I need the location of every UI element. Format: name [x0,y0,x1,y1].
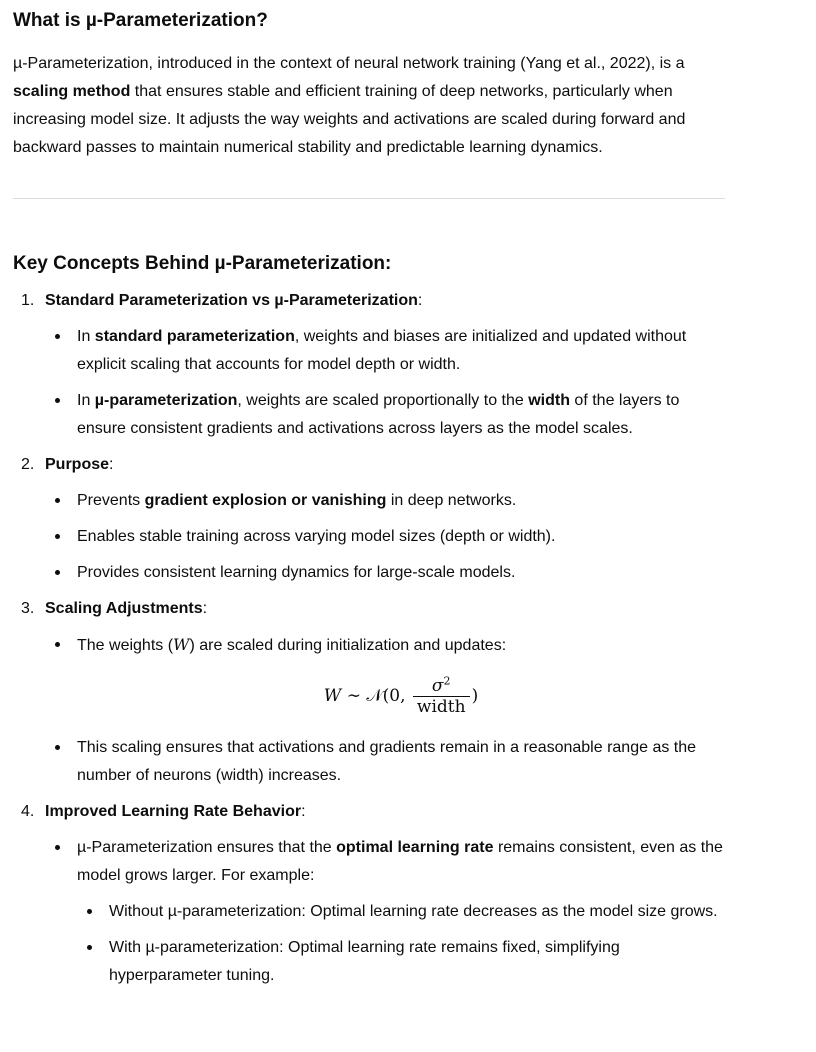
list-item: Without µ-parameterization: Optimal learning rate decreases as the model size grows. [77,898,725,926]
item-heading: Standard Parameterization vs µ-Parameterization [45,292,418,309]
bullet-list [45,487,725,587]
bullet-list [45,631,725,790]
list-item: In µ-parameterization, weights are scaled proportionally to the width of the layers to ensure consistent gradients and activations across layers as the model scales. [45,387,725,443]
bullet-icon [87,945,92,950]
concepts-list [13,287,725,990]
bullet-icon [87,909,92,914]
concept-item-1: 1. Standard Parameterization vs µ-Parameterization: In standard parameterization, weights and biases are initialized and updated without explicit scaling that accounts for model depth or width. In µ-parameterization, weights are scaled proportionally to the width of the layers to ensure consistent gradients and activations across layers as the model scales. [13,287,725,443]
bullet-icon [55,642,60,647]
intro-paragraph: µ-Parameterization, introduced in the context of neural network training (Yang et al., 2022), is a scaling method that ensures stable and efficient training of deep networks, particularly when increasing model size. It adjusts the way weights and activations are scaled during forward and backward passes to maintain numerical stability and predictable learning dynamics. [13,55,686,156]
list-item: Provides consistent learning dynamics for large-scale models. [45,559,725,587]
list-item: In standard parameterization, weights and biases are initialized and updated without explicit scaling that accounts for model depth or width. [45,323,725,379]
formula: W ∼ 𝒩 (0, $\frac{\sigma^2}{\text{width}}$ ) [323,673,479,717]
bullet-icon [55,498,60,503]
bullet-icon [55,534,60,539]
document [0,6,738,990]
item-number: 2. [21,456,35,473]
item-number: 1. [21,292,35,309]
item-number: 4. [21,803,35,820]
divider [13,198,725,199]
item-heading: Improved Learning Rate Behavior [45,803,302,820]
bullet-icon [55,845,60,850]
sub-bullet-list [77,898,725,990]
concept-item-4: 4. Improved Learning Rate Behavior: µ-Parameterization ensures that the optimal learning rate remains consistent, even as the model grows larger. For example: Without µ-parameterization: Optimal learning rate decreases as the model size grows. With µ-parameterization: Optimal learning rate remains fixed, simplifying hyperparameter tuning. [13,798,725,990]
list-item: With µ-parameterization: Optimal learning rate remains fixed, simplifying hyperparameter tuning. [77,934,725,990]
bullet-list [45,834,725,990]
bullet-icon [55,398,60,403]
list-item: This scaling ensures that activations and gradients remain in a reasonable range as the number of neurons (width) increases. [45,734,725,790]
bullet-icon [55,334,60,339]
list-item: Enables stable training across varying model sizes (depth or width). [45,523,725,551]
fraction: $\frac{\sigma^2}{\text{width}}$ [413,676,470,717]
item-number: 3. [21,600,35,617]
bullet-icon [55,745,60,750]
bullet-icon [55,570,60,575]
concept-item-3: 3. Scaling Adjustments: The weights (W) are scaled during initialization and updates: W ∼ 𝒩 (0, $\frac{\sigma^2}{\text{width}}$ ) This scaling ensures that activations and gradients remain in a reasonable range as the number of neurons (width) increases. [13,595,725,790]
intro-bold: scaling method [13,83,131,100]
item-heading: Purpose [45,456,110,473]
list-item: µ-Parameterization ensures that the optimal learning rate remains consistent, even as the model grows larger. For example: Without µ-parameterization: Optimal learning rate decreases as the model size grows. With µ-parameterization: Optimal learning rate remains fixed, simplifying hyperparameter tuning. [45,834,725,990]
bullet-list [45,323,725,443]
concept-item-2: 2. Purpose: Prevents gradient explosion or vanishing in deep networks. Enables stable training across varying model sizes (depth or width). Provides consistent learning dynamics for large-scale models. [13,451,725,587]
section-title: Key Concepts Behind µ-Parameterization: [13,253,392,274]
math-variable: W [173,635,190,654]
list-item: Prevents gradient explosion or vanishing in deep networks. [45,487,725,515]
list-item: The weights (W) are scaled during initialization and updates: W ∼ 𝒩 (0, $\frac{\sigma^2}{\text{width}}$ ) [45,631,725,726]
item-heading: Scaling Adjustments [45,600,203,617]
page-title: What is µ-Parameterization? [13,10,268,31]
